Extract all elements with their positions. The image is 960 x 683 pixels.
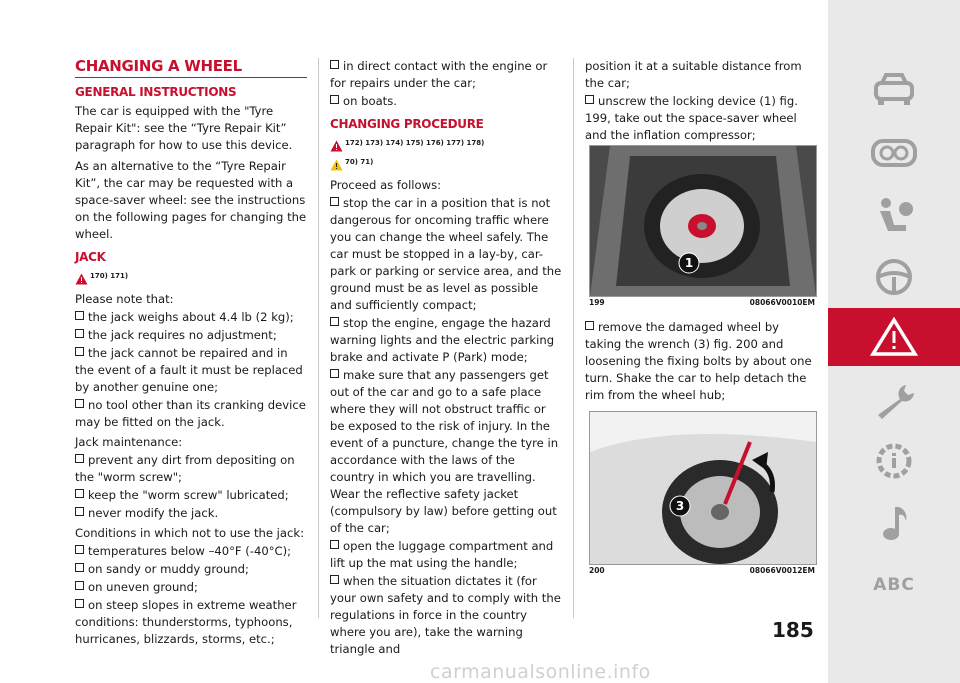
list-item: no tool other than its cranking device may be fitted on the jack. [75, 398, 306, 429]
steering-wheel-icon [870, 257, 918, 297]
dashboard-gauges-icon [870, 133, 918, 173]
column-divider [318, 58, 319, 618]
column-2 [330, 58, 562, 659]
sidebar-item-technical-data[interactable] [828, 432, 960, 490]
list-item: never modify the jack. [75, 505, 307, 522]
warning-ref [330, 135, 562, 152]
warning-refs: 170) 171) [90, 272, 129, 280]
figure-199-spare-wheel [589, 145, 817, 297]
caution-triangle-icon [330, 159, 343, 171]
sidebar-item-multimedia[interactable] [828, 494, 960, 552]
list-item: unscrew the locking device (1) fig. 199, take out the space-saver wheel and the inflation compressor; [585, 94, 798, 142]
airbag-passenger-icon [870, 195, 918, 235]
section-general-instructions: GENERAL INSTRUCTIONS [75, 85, 237, 99]
caution-refs: 70) 71) [345, 158, 374, 166]
music-note-icon [870, 503, 918, 543]
paragraph: Conditions in which not to use the jack: [75, 526, 304, 540]
list-item: prevent any dirt from depositing on the "worm screw"; [75, 453, 295, 484]
index-label: ABC [873, 575, 915, 595]
page-number: 185 [772, 618, 814, 642]
paragraph: Jack maintenance: [75, 435, 183, 449]
warning-ref [75, 268, 307, 285]
figure-code: 08066V0012EM [749, 566, 815, 575]
column-divider [573, 58, 574, 618]
paragraph: As an alternative to the “Tyre Repair Kit”, the car may be requested with a space-saver wheel: see the instructions on the following pages for changing the wheel. [75, 159, 307, 241]
list-item: the jack cannot be repaired and in the event of a fault it must be replaced by another genuine one; [75, 346, 303, 394]
list-item: stop the car in a position that is not dangerous for oncoming traffic where you can change the wheel safely. The car must be stopped in a lay-by, car-park or parking or service area, and the ground must be as level as possible and sufficiently compact; [330, 196, 562, 312]
list-item: stop the engine, engage the hazard warning lights and the electric parking brake and activate P (Park) mode; [330, 316, 555, 364]
figure-200-caption [589, 566, 815, 575]
watermark: carmanualsonline.info [430, 661, 651, 683]
list-item: on steep slopes in extreme weather conditions: thunderstorms, typhoons, hurricanes, blizzards, storms, etc.; [75, 598, 297, 646]
sidebar-item-maintenance[interactable] [828, 372, 960, 430]
list-item: on boats. [330, 93, 562, 110]
paragraph: position it at a suitable distance from the car; [585, 59, 802, 90]
paragraph: The car is equipped with the "Tyre Repair Kit": see the “Tyre Repair Kit” paragraph for how to use this device. [75, 104, 293, 152]
section-jack: JACK [75, 250, 106, 264]
sidebar-item-index[interactable] [828, 556, 960, 614]
sidebar-item-dashboard[interactable] [828, 124, 960, 182]
spare-wheel-illustration [590, 146, 816, 296]
chapter-sidebar [828, 0, 960, 683]
figure-199-caption [589, 298, 815, 307]
figure-200-loosen-bolts [589, 411, 817, 565]
wheel-wrench-illustration [590, 412, 816, 564]
list-item: the jack requires no adjustment; [75, 327, 307, 344]
list-item: in direct contact with the engine or for repairs under the car; [330, 59, 548, 90]
caution-ref [330, 154, 562, 171]
paragraph: Proceed as follows: [330, 178, 442, 192]
list-item: keep the "worm screw" lubricated; [75, 487, 307, 504]
warning-triangle-icon [75, 273, 88, 285]
list-item: when the situation dictates it (for your own safety and to comply with the regulations in force in the country where you are), take the warning triangle and [330, 574, 561, 656]
list-item: on sandy or muddy ground; [75, 561, 307, 578]
figure-number: 200 [589, 566, 605, 575]
list-item: temperatures below –40°F (-40°C); [75, 543, 307, 560]
paragraph: Please note that: [75, 292, 174, 306]
sidebar-item-safety[interactable] [828, 186, 960, 244]
wrench-icon [870, 381, 918, 421]
list-item: the jack weighs about 4.4 lb (2 kg); [75, 309, 307, 326]
figure-code: 08066V0010EM [749, 298, 815, 307]
list-item: make sure that any passengers get out of the car and go to a safe place where they will not obstruct traffic or be exposed to the risk of injury. In the event of a puncture, change the tyre in accordance with the laws of the country in which you are travelling. Wear the reflective safety jacket (compulsory by law) before getting out of the car; [330, 368, 559, 535]
list-item: remove the damaged wheel by taking the wrench (3) fig. 200 and loosening the fixing bolts by about one turn. Shake the car to help detach the rim from the wheel hub; [585, 320, 812, 402]
column-1 [75, 58, 307, 649]
list-item: open the luggage compartment and lift up the mat using the handle; [330, 539, 554, 570]
figure-callout: 3 [675, 499, 685, 513]
figure-number: 199 [589, 298, 605, 307]
gear-info-icon [870, 441, 918, 481]
list-item: on uneven ground; [75, 579, 307, 596]
sidebar-item-driving[interactable] [828, 248, 960, 306]
sidebar-item-car[interactable] [828, 60, 960, 118]
car-icon [870, 69, 918, 109]
warning-refs: 172) 173) 174) 175) 176) 177) 178) [345, 139, 485, 147]
sidebar-item-emergency[interactable] [828, 308, 960, 366]
page-title: CHANGING A WHEEL [75, 58, 307, 78]
section-changing-procedure: CHANGING PROCEDURE [330, 117, 484, 131]
warning-triangle-icon [330, 140, 343, 152]
figure-callout: 1 [684, 256, 694, 270]
warning-triangle-icon [870, 317, 918, 357]
